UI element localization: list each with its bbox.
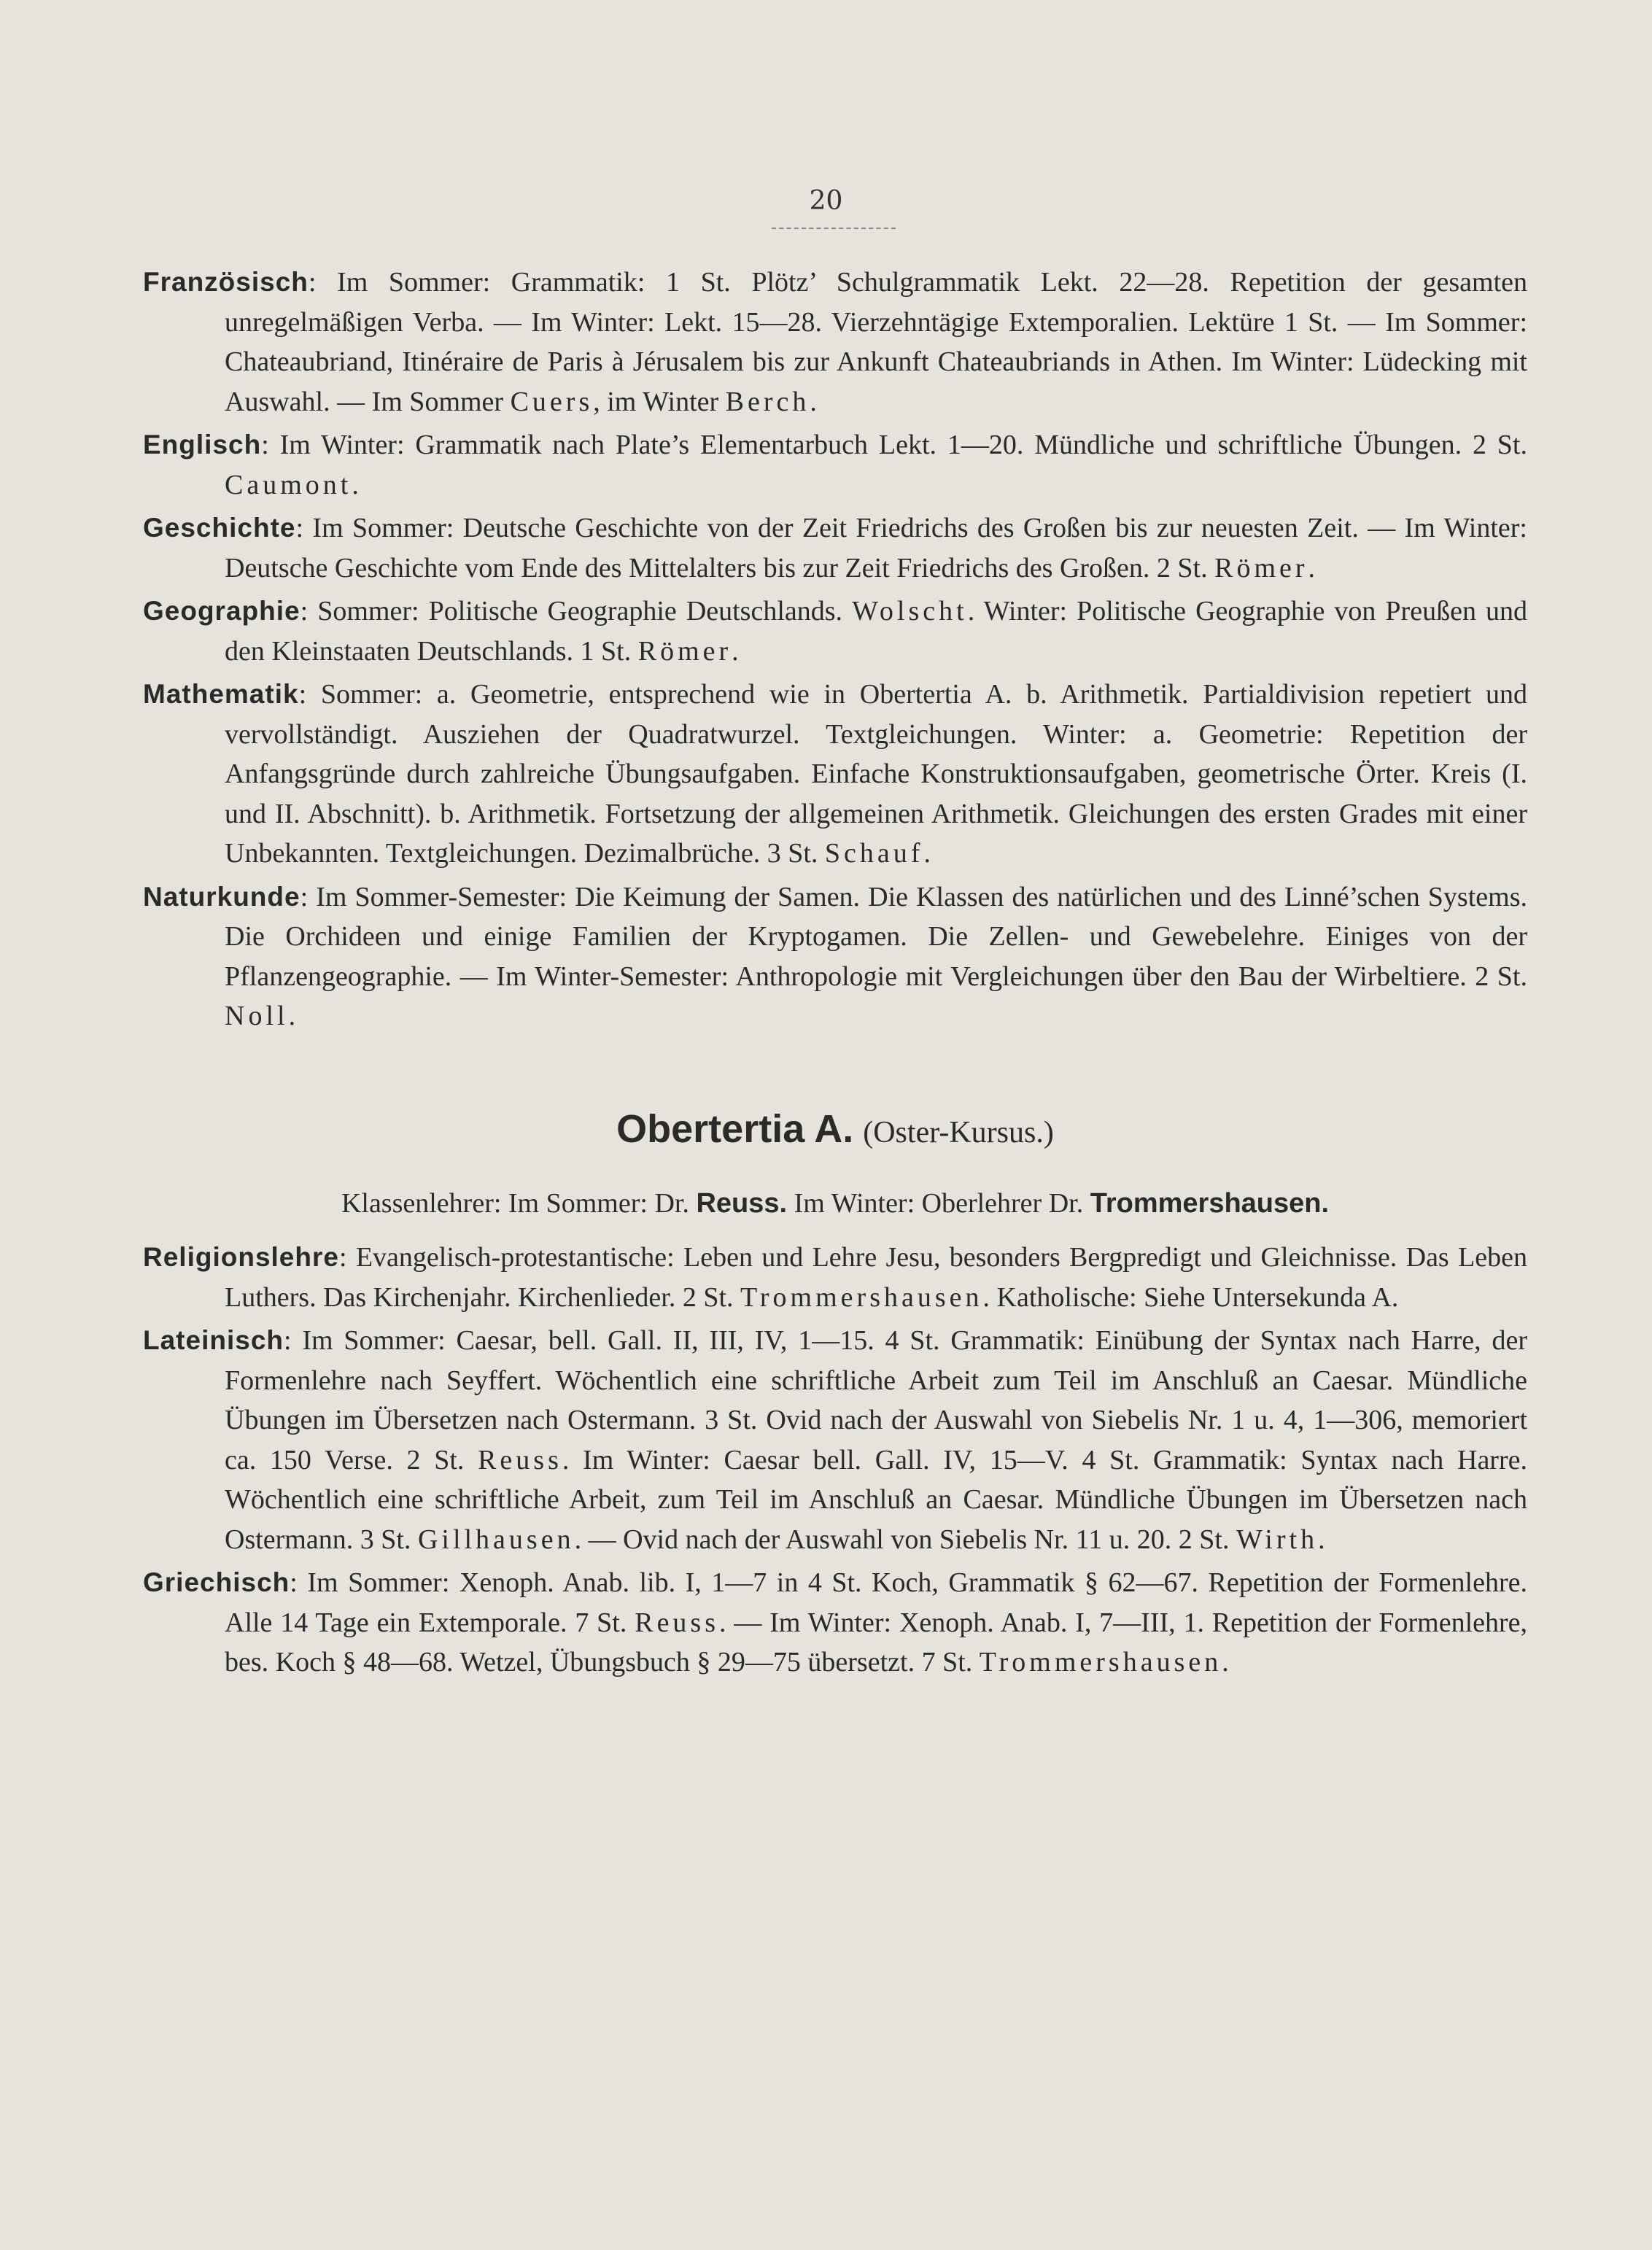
subject-heading: Griechisch: [143, 1567, 290, 1597]
subject-entry-englisch: Englisch: Im Winter: Grammatik nach Plate’s Elementarbuch Lekt. 1—20. Mündliche und schriftliche Übungen. 2 St. Caumont.: [143, 430, 1527, 500]
subject-heading: Lateinisch: [143, 1325, 284, 1355]
page-body: [143, 263, 1527, 1686]
page-number-ornament: [772, 228, 896, 229]
subject-entry-naturkunde: Naturkunde: Im Sommer-Semester: Die Keimung der Samen. Die Klassen des natürlichen und des Linné’schen Systems. Die Orchideen und einige Familien der Kryptogamen. Die Zellen- und Gewebelehre. Einiges von der Pflanzengeographie. — Im Winter-Semester: Anthropologie mit Vergleichungen über den Bau der Wirbeltiere. 2 St. Noll.: [143, 881, 1527, 1031]
class-heading: Obertertia A.: [616, 1106, 854, 1151]
subject-entry-lateinisch: Lateinisch: Im Sommer: Caesar, bell. Gall. II, III, IV, 1—15. 4 St. Grammatik: Einübung der Syntax nach Harre, der Formenlehre nach Seyffert. Wöchentlich eine schriftliche Arbeit zum Teil im Anschluß an Caesar. Mündliche Übungen im Übersetzen nach Ostermann. 3 St. Ovid nach der Auswahl von Siebelis Nr. 1 u. 4, 1—306, memoriert ca. 150 Verse. 2 St. Reuss. Im Winter: Caesar bell. Gall. IV, 15—V. 4 St. Grammatik: Syntax nach Harre. Wöchentlich eine schriftliche Arbeit, zum Teil im Anschluß an Caesar. Mündliche Übungen im Übersetzen nach Ostermann. 3 St. Gillhausen. — Ovid nach der Auswahl von Siebelis Nr. 11 u. 20. 2 St. Wirth.: [143, 1325, 1527, 1555]
teacher-name: Reuss: [635, 1607, 720, 1638]
teacher-name: Schauf: [824, 838, 924, 869]
subject-heading: Geographie: [143, 596, 300, 626]
teacher-name: Reuss: [478, 1444, 562, 1475]
subject-heading: Naturkunde: [143, 881, 300, 912]
subject-entry-religionslehre: Religionslehre: Evangelisch-protestantische: Leben und Lehre Jesu, besonders Bergpredigt und Gleichnisse. Das Leben Luthers. Das Kirchenjahr. Kirchenlieder. 2 St. Trommershausen. Katholische: Siehe Untersekunda A.: [143, 1242, 1527, 1313]
teacher-name: Wirth: [1236, 1524, 1319, 1555]
teacher-name: Cuers: [510, 386, 594, 417]
section-title: [143, 1106, 1527, 1156]
teacher-name: Trommershausen.: [1090, 1187, 1330, 1219]
class-teacher-line: Klassenlehrer: Im Sommer: Dr. Reuss. Im Winter: Oberlehrer Dr. Trommershausen.: [341, 1187, 1330, 1219]
teacher-name: Berch: [725, 386, 810, 417]
teacher-name: Reuss.: [696, 1187, 788, 1219]
subject-heading: Religionslehre: [143, 1242, 339, 1272]
teacher-name: Trommershausen: [740, 1281, 983, 1313]
subject-entry-mathematik: Mathematik: Sommer: a. Geometrie, entsprechend wie in Obertertia A. b. Arithmetik. Partialdivision repetiert und vervollständigt. Ausziehen der Quadratwurzel. Textgleichungen. Winter: a. Geometrie: Repetition der Anfangsgründe durch zahlreiche Übungsaufgaben. Einfache Konstruktionsaufgaben, geometrische Örter. Kreis (I. und II. Abschnitt). b. Arithmetik. Fortsetzung der allgemeinen Arithmetik. Gleichungen des ersten Grades mit einer Unbekannten. Textgleichungen. Dezimalbrüche. 3 St. Schauf.: [143, 679, 1527, 869]
subject-entry-franzoesisch: Französisch: Im Sommer: Grammatik: 1 St. Plötz’ Schulgrammatik Lekt. 22—28. Repetition der gesamten unregelmäßigen Verba. — Im Winter: Lekt. 15—28. Vierzehntägige Extemporalien. Lektüre 1 St. — Im Sommer: Chateaubriand, Itinéraire de Paris à Jérusalem bis zur Ankunft Chateaubriands in Athen. Im Winter: Lüdecking mit Auswahl. — Im Sommer Cuers, im Winter Berch.: [143, 267, 1527, 417]
page-number: 20: [809, 186, 843, 216]
teacher-name: Noll: [225, 1001, 289, 1031]
subject-entry-geschichte: Geschichte: Im Sommer: Deutsche Geschichte von der Zeit Friedrichs des Großen bis zur neuesten Zeit. — Im Winter: Deutsche Geschichte vom Ende des Mittelalters bis zur Zeit Friedrichs des Großen. 2 St. Römer.: [143, 513, 1527, 583]
class-subheading: (Oster-Kursus.): [863, 1115, 1054, 1149]
subject-heading: Geschichte: [143, 513, 296, 543]
teacher-name: Caumont: [225, 469, 352, 500]
teacher-name: Römer: [637, 635, 732, 667]
teacher-name: Trommershausen: [979, 1647, 1222, 1677]
subject-heading: Mathematik: [143, 679, 299, 709]
subject-heading: Französisch: [143, 267, 309, 297]
teacher-name: Wolscht: [852, 596, 968, 626]
subject-heading: Englisch: [143, 430, 262, 459]
teacher-name: Römer: [1214, 552, 1308, 583]
subject-entry-griechisch: Griechisch: Im Sommer: Xenoph. Anab. lib. I, 1—7 in 4 St. Koch, Grammatik § 62—67. Repetition der Formenlehre. Alle 14 Tage ein Extemporale. 7 St. Reuss. — Im Winter: Xenoph. Anab. I, 7—III, 1. Repetition der Formenlehre, bes. Koch § 48—68. Wetzel, Übungsbuch § 29—75 übersetzt. 7 St. Trommershausen.: [143, 1567, 1528, 1677]
teacher-name: Gillhausen: [417, 1524, 575, 1555]
subject-entry-geographie: Geographie: Sommer: Politische Geographie Deutschlands. Wolscht. Winter: Politische Geographie von Preußen und den Kleinstaaten Deutschlands. 1 St. Römer.: [143, 596, 1527, 667]
